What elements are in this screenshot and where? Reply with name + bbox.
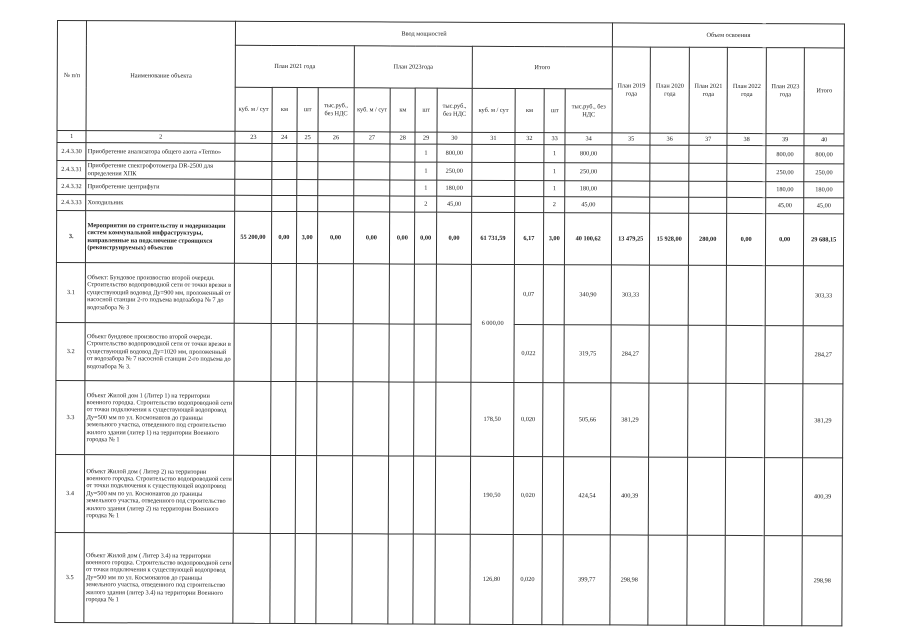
cell: 303,33 bbox=[804, 266, 844, 326]
header-plan-y2020: План 2020 года bbox=[650, 47, 689, 133]
cell: 40 100,62 bbox=[565, 213, 612, 265]
cell: 45,00 bbox=[436, 196, 472, 212]
section-num: 3. bbox=[56, 211, 86, 263]
col-number: 36 bbox=[650, 133, 689, 145]
header-capacity: Ввод мощностей bbox=[236, 21, 613, 47]
investment-table bbox=[54, 20, 845, 626]
table-row bbox=[56, 262, 843, 325]
cell: 1 bbox=[415, 180, 436, 196]
sub-pcs: шт bbox=[415, 88, 436, 132]
row-num: 2.4.3.33 bbox=[57, 195, 86, 211]
cell: 0,00 bbox=[390, 212, 416, 264]
cell: 381,29 bbox=[803, 384, 843, 458]
cell: 284,27 bbox=[611, 325, 650, 383]
cell: 45,00 bbox=[766, 198, 805, 214]
sub-cost: тыс.руб., без НДС bbox=[565, 89, 612, 133]
col-number: 39 bbox=[766, 134, 805, 146]
cell: 0,020 bbox=[513, 456, 543, 534]
cell: 0,00 bbox=[353, 212, 390, 264]
row-name: Объект бундовое произвоство второй очереди. Строительство водопроводной сети от точки врезки в существующий водовод Ду=1020 мм, проложенный от водозабора № 7 насосной станции 2-го подъема до водозабора № 3. bbox=[85, 323, 234, 382]
header-plan-y2019: План 2019 года bbox=[612, 47, 651, 133]
cell: 0,00 bbox=[318, 212, 354, 264]
col-number: 32 bbox=[515, 132, 544, 144]
cell: 0,07 bbox=[514, 264, 544, 324]
row-num: 3.1 bbox=[56, 262, 86, 322]
cell: 0,020 bbox=[513, 382, 543, 456]
row-name: Объект: Бундовое произвоство второй очереди. Строительство водопроводной сети от точки врезки в существующий водовод Ду=900 мм, проложенный от насосной станции 2-го подъема водозабора № 7 до водозабора № 3 bbox=[86, 263, 235, 324]
cell: 0,00 bbox=[271, 211, 297, 263]
table-row bbox=[55, 454, 842, 535]
cell: 800,00 bbox=[565, 145, 612, 163]
row-name: Объект Жилой дом ( Литер 2) на территории военного городка. Строительство водопроводной сети от точки подключения к существующей водопровод Ду=500 мм по ул. Космонавтов до границы земельного участка, отведенного под строительство жилого здания (литер 2) на территории Военного городка № 1 bbox=[85, 455, 234, 534]
cell: 6 000,00 bbox=[471, 264, 514, 382]
cell: 180,00 bbox=[766, 182, 805, 198]
cell: 399,77 bbox=[563, 535, 610, 625]
col-number: 40 bbox=[804, 134, 844, 146]
cell: 55 200,00 bbox=[235, 211, 272, 263]
cell: 15 928,00 bbox=[650, 213, 689, 265]
cell: 800,00 bbox=[766, 146, 805, 164]
row-num: 3.4 bbox=[55, 454, 85, 532]
row-num: 3.5 bbox=[55, 532, 85, 622]
cell: 298,98 bbox=[610, 535, 649, 625]
cell: 45,00 bbox=[565, 197, 612, 213]
table-row bbox=[55, 532, 842, 625]
col-number: 35 bbox=[612, 133, 651, 145]
table-row bbox=[56, 380, 843, 457]
cell: 0,00 bbox=[765, 214, 804, 266]
cell: 284,27 bbox=[803, 326, 843, 384]
row-name: Объект Жилой дом ( Литер 3.4) на территории военного городка. Строительство водопроводной сети от точки подключения к существующей водопровод Ду=500 мм по ул. Космонавтов до границы земельного участка, отведенного под строительство жилого здания (литер 3.4) на территории Военного городка № 1 bbox=[84, 533, 233, 624]
cell: 381,29 bbox=[611, 383, 650, 457]
row-name: Приобретение анализатора общего азота «Termo» bbox=[86, 143, 235, 162]
cell: 0,020 bbox=[513, 534, 543, 624]
row-name: Холодильник bbox=[86, 195, 235, 212]
sub-km: км bbox=[515, 88, 545, 132]
row-name: Приобретение спектрофотометра DR-2500 для определения ХПК bbox=[86, 161, 235, 180]
header-name: Наименование объекта bbox=[86, 21, 235, 132]
cell: 0,00 bbox=[436, 212, 472, 264]
row-num: 2.4.3.30 bbox=[57, 143, 86, 161]
cell: 250,00 bbox=[565, 163, 612, 181]
cell: 180,00 bbox=[436, 180, 472, 196]
cell: 2 bbox=[544, 197, 565, 213]
cell: 45,00 bbox=[804, 198, 844, 214]
cell: 1 bbox=[544, 181, 565, 197]
row-name: Приобретение центрифуги bbox=[86, 179, 235, 196]
col-number: 2 bbox=[86, 131, 235, 144]
cell: 0,00 bbox=[727, 213, 766, 265]
cell: 250,00 bbox=[437, 162, 473, 180]
cell: 400,39 bbox=[803, 458, 843, 536]
cell: 250,00 bbox=[804, 164, 844, 182]
col-number: 26 bbox=[318, 132, 353, 144]
cell: 800,00 bbox=[437, 144, 473, 162]
cell: 250,00 bbox=[766, 164, 805, 182]
header-total: Итого bbox=[472, 46, 612, 89]
cell: 6,17 bbox=[514, 212, 544, 264]
row-num: 2.4.3.31 bbox=[57, 161, 86, 179]
cell: 303,33 bbox=[611, 265, 650, 325]
header-plan-y2022: План 2022 года bbox=[727, 47, 766, 133]
cell: 1 bbox=[415, 144, 436, 162]
cell: 1 bbox=[544, 163, 565, 181]
cell: 190,50 bbox=[470, 456, 513, 534]
section-name: Мероприятия по строительству и модернизации систем коммунальной инфраструктуры, направленные на подключение строящихся (реконструируемых) объектов bbox=[86, 211, 235, 264]
col-number: 38 bbox=[727, 133, 766, 145]
header-plan2023: План 2023года bbox=[354, 46, 473, 89]
cell: 61 731,59 bbox=[472, 212, 515, 264]
header-plan-y2023: План 2023 года bbox=[766, 48, 805, 134]
row-num: 2.4.3.32 bbox=[57, 179, 86, 195]
sub-km: км bbox=[272, 87, 298, 131]
cell: 3,00 bbox=[543, 213, 564, 265]
col-number: 23 bbox=[235, 131, 272, 143]
sub-pcs: шт bbox=[544, 89, 565, 133]
cell: 298,98 bbox=[802, 536, 842, 626]
col-number: 29 bbox=[415, 132, 436, 144]
cell: 180,00 bbox=[565, 181, 612, 197]
cell: 505,66 bbox=[564, 383, 611, 457]
sub-m3: куб. м / сут bbox=[354, 88, 391, 132]
cell: 126,80 bbox=[470, 534, 513, 624]
cell: 2 bbox=[415, 196, 436, 212]
col-number: 28 bbox=[390, 132, 415, 144]
header-num: № п/п bbox=[57, 21, 87, 131]
col-number: 37 bbox=[689, 133, 728, 145]
cell: 13 479,25 bbox=[611, 213, 650, 265]
cell: 180,00 bbox=[804, 182, 844, 198]
sub-cost: тыс.руб., без НДС bbox=[437, 88, 473, 132]
col-number: 34 bbox=[565, 133, 612, 145]
row-name: Объект Жилой дом 1 (Литер 1) на территории военного городка. Строительство водопроводной сети от точки подключения к существующей водопровод Ду=500 мм по ул. Космонавтов до границы земельного участка, отведенного под строительство жилого здания (литер 1) на территории Военного городка № 1 bbox=[85, 381, 234, 456]
cell: 3,00 bbox=[296, 212, 317, 264]
header-plan-y2021: План 2021 года bbox=[689, 47, 728, 133]
row-num: 3.3 bbox=[56, 380, 86, 454]
header-total2: Итого bbox=[804, 48, 844, 134]
header-plan2021: План 2021 года bbox=[235, 45, 354, 88]
cell: 0,00 bbox=[415, 212, 436, 264]
cell: 280,00 bbox=[688, 213, 727, 265]
col-number: 24 bbox=[272, 131, 297, 143]
row-num: 3.2 bbox=[56, 322, 86, 380]
sub-m3: куб. м / сут bbox=[472, 88, 515, 132]
sub-cost: тыс.руб., без НДС bbox=[318, 88, 354, 132]
table-row bbox=[56, 322, 843, 383]
col-number: 1 bbox=[57, 131, 86, 143]
col-number: 27 bbox=[354, 132, 391, 144]
header-funding: Объем освоения bbox=[612, 23, 844, 48]
cell: 1 bbox=[415, 162, 436, 180]
cell: 340,90 bbox=[564, 265, 611, 325]
sub-km: км bbox=[390, 88, 416, 132]
sub-pcs: шт bbox=[297, 88, 318, 132]
cell: 178,50 bbox=[471, 382, 514, 456]
cell: 400,39 bbox=[610, 457, 649, 535]
col-number: 25 bbox=[297, 132, 318, 144]
cell: 1 bbox=[544, 145, 565, 163]
section-row bbox=[56, 211, 843, 266]
col-number: 31 bbox=[472, 132, 515, 144]
cell: 29 688,15 bbox=[804, 214, 844, 266]
col-number: 30 bbox=[437, 132, 472, 144]
cell: 800,00 bbox=[804, 146, 844, 164]
col-number: 33 bbox=[544, 133, 565, 145]
cell: 319,75 bbox=[564, 325, 611, 383]
cell: 0,022 bbox=[514, 324, 544, 382]
cell: 424,54 bbox=[564, 457, 611, 535]
sub-m3: куб. м / сут bbox=[235, 87, 272, 131]
